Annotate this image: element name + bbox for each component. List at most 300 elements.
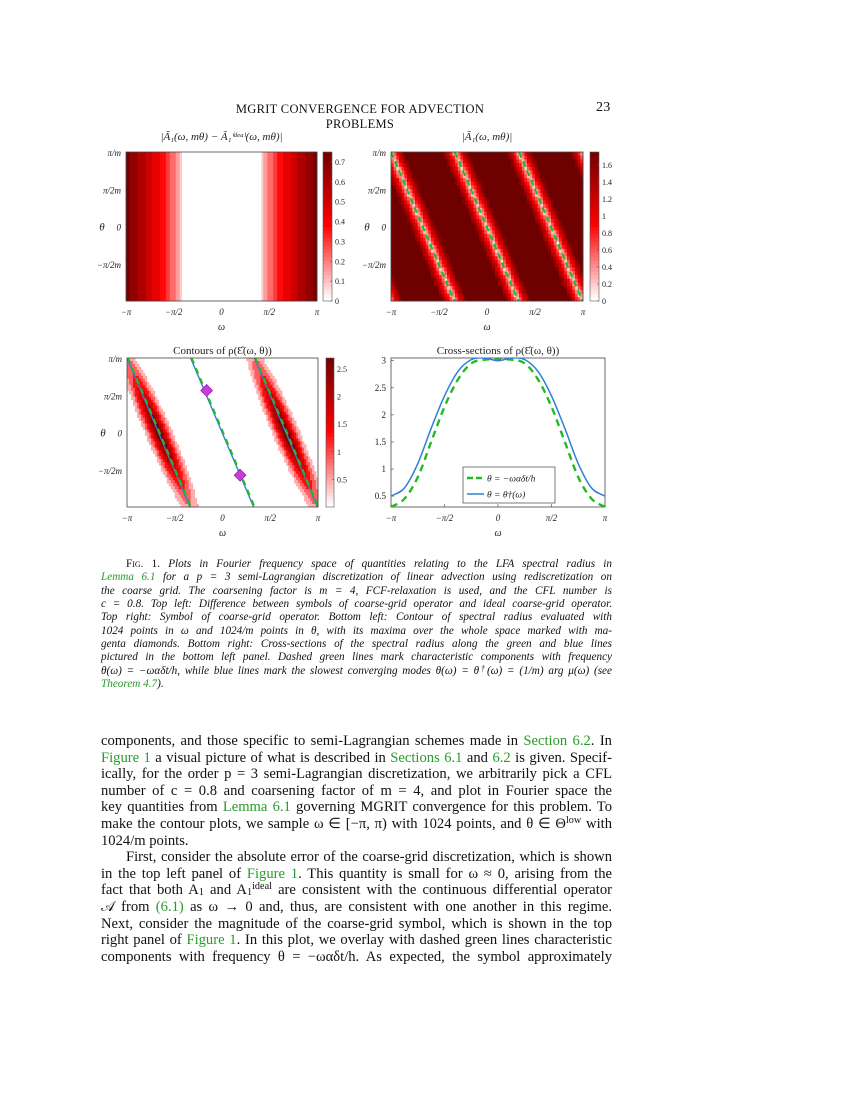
- heatmap-cell: [404, 193, 407, 197]
- heatmap-cell: [434, 234, 437, 238]
- heatmap-cell: [463, 238, 466, 242]
- colorbar-segment: [323, 200, 332, 204]
- heatmap-cell: [540, 163, 543, 167]
- heatmap-cell: [426, 171, 429, 175]
- heatmap-cell: [543, 230, 546, 234]
- cross-reference-link[interactable]: Section 6.2: [523, 733, 591, 749]
- heatmap-cell: [463, 245, 466, 249]
- heatmap-cell: [412, 294, 415, 298]
- heatmap-cell: [559, 290, 562, 294]
- heatmap-cell: [415, 294, 418, 298]
- heatmap-cell: [498, 267, 501, 271]
- heatmap-cell: [420, 156, 423, 160]
- heatmap-cell: [396, 245, 399, 249]
- contour-cell: [169, 427, 171, 430]
- heatmap-cell: [426, 267, 429, 271]
- heatmap-cell: [532, 156, 535, 160]
- heatmap-cell: [484, 200, 487, 204]
- heatmap-cell: [575, 264, 578, 268]
- heatmap-cell: [442, 241, 445, 245]
- x-tick-label: 0: [219, 307, 224, 317]
- heatmap-cell: [570, 189, 573, 193]
- heatmap-cell: [490, 159, 493, 163]
- heatmap-cell: [410, 271, 413, 275]
- heatmap-cell: [466, 212, 469, 216]
- heatmap-cell: [554, 186, 557, 190]
- heatmap-cell: [554, 159, 557, 163]
- heatmap-cell: [402, 193, 405, 197]
- colorbar-segment: [590, 282, 599, 286]
- heatmap-cell: [492, 249, 495, 253]
- contour-cell: [149, 385, 151, 388]
- heatmap-cell: [450, 279, 453, 283]
- contour-cell: [296, 427, 298, 430]
- heatmap-cell: [535, 163, 538, 167]
- text-line: [101, 783, 612, 800]
- heatmap-cell: [498, 219, 501, 223]
- heatmap-cell: [468, 171, 471, 175]
- heatmap-cell: [484, 204, 487, 208]
- heatmap-cell: [514, 197, 517, 201]
- heatmap-cell: [498, 163, 501, 167]
- heatmap-cell: [500, 204, 503, 208]
- heatmap-cell: [492, 186, 495, 190]
- heatmap-cell: [575, 167, 578, 171]
- heatmap-cell: [436, 174, 439, 178]
- heatmap-cell: [498, 245, 501, 249]
- heatmap-cell: [567, 193, 570, 197]
- heatmap-cell: [410, 182, 413, 186]
- heatmap-cell: [394, 208, 397, 212]
- text-segment: for a p = 3 semi-Lagrangian discretization of linear advection using rediscretization on: [155, 571, 612, 584]
- colorbar-segment: [323, 282, 332, 286]
- heatmap-cell: [511, 208, 514, 212]
- y-tick-label: 2: [381, 409, 386, 420]
- cross-reference-link[interactable]: 6.2: [492, 749, 511, 766]
- heatmap-cell: [530, 238, 533, 242]
- heatmap-cell: [439, 279, 442, 283]
- heatmap-cell: [508, 230, 511, 234]
- heatmap-cell: [399, 245, 402, 249]
- colorbar-tick-label: 2: [337, 392, 341, 402]
- heatmap-cell: [503, 282, 506, 286]
- heatmap-cell: [556, 212, 559, 216]
- text-segment: ).: [157, 678, 164, 691]
- heatmap-cell: [546, 193, 549, 197]
- heatmap-cell: [410, 279, 413, 283]
- cross-reference-link[interactable]: Figure 1: [101, 749, 151, 766]
- heatmap-cell: [530, 294, 533, 298]
- heatmap-cell: [444, 197, 447, 201]
- cross-reference-link[interactable]: Theorem 4.7: [101, 678, 158, 691]
- heatmap-cell: [522, 264, 525, 268]
- heatmap-cell: [404, 275, 407, 279]
- heatmap-cell: [391, 223, 394, 227]
- heatmap-cell: [564, 163, 567, 167]
- heatmap-cell: [575, 208, 578, 212]
- heatmap-cell: [458, 256, 461, 260]
- heatmap-cell: [570, 241, 573, 245]
- heatmap-cell: [530, 279, 533, 283]
- heatmap-cell: [570, 234, 573, 238]
- heatmap-cell: [474, 256, 477, 260]
- text-line: [101, 678, 612, 691]
- heatmap-cell: [524, 178, 527, 182]
- heatmap-cell: [519, 290, 522, 294]
- heatmap-cell: [420, 167, 423, 171]
- heatmap-cell: [391, 204, 394, 208]
- heatmap-cell: [404, 267, 407, 271]
- cross-reference-link[interactable]: Lemma 6.1: [101, 571, 156, 584]
- heatmap-cell: [540, 193, 543, 197]
- heatmap-cell: [567, 212, 570, 216]
- x-tick-label: π/2: [545, 513, 558, 523]
- heatmap-cell: [506, 152, 509, 156]
- heatmap-cell: [428, 290, 431, 294]
- heatmap-cell: [556, 189, 559, 193]
- colorbar-segment: [326, 481, 334, 485]
- heatmap-cell: [415, 223, 418, 227]
- heatmap-cell: [503, 294, 506, 298]
- heatmap-cell: [519, 282, 522, 286]
- contour-cell: [278, 388, 280, 391]
- heatmap-cell: [452, 238, 455, 242]
- heatmap-cell: [404, 197, 407, 201]
- heatmap-cell: [548, 234, 551, 238]
- heatmap-cell: [506, 256, 509, 260]
- heatmap-cell: [508, 197, 511, 201]
- heatmap-cell: [471, 267, 474, 271]
- heatmap-cell: [458, 215, 461, 219]
- contour-cell: [290, 412, 292, 415]
- heatmap-cell: [394, 227, 397, 231]
- heatmap-cell: [402, 171, 405, 175]
- heatmap-cell: [436, 253, 439, 257]
- heatmap-cell: [511, 159, 514, 163]
- heatmap-cell: [503, 163, 506, 167]
- heatmap-cell: [530, 234, 533, 238]
- heatmap-cell: [436, 189, 439, 193]
- heatmap-cell: [570, 200, 573, 204]
- heatmap-cell: [402, 241, 405, 245]
- heatmap-cell: [490, 193, 493, 197]
- heatmap-cell: [434, 282, 437, 286]
- heatmap-cell: [460, 290, 463, 294]
- heatmap-cell: [498, 249, 501, 253]
- cross-reference-link[interactable]: (6.1): [155, 898, 184, 915]
- heatmap-cell: [452, 189, 455, 193]
- heatmap-cell: [471, 294, 474, 298]
- heatmap-cell: [474, 294, 477, 298]
- cross-reference-link[interactable]: Figure 1: [246, 865, 299, 882]
- colorbar-segment: [326, 433, 334, 437]
- heatmap-cell: [447, 186, 450, 190]
- x-tick-label: −π/2: [164, 307, 183, 317]
- heatmap-cell: [567, 241, 570, 245]
- heatmap-cell: [524, 286, 527, 290]
- heatmap-cell: [412, 152, 415, 156]
- heatmap-cell: [522, 219, 525, 223]
- heatmap-cell: [524, 241, 527, 245]
- heatmap-cell: [559, 282, 562, 286]
- heatmap-cell: [426, 197, 429, 201]
- heatmap-cell: [482, 286, 485, 290]
- heatmap-cell: [407, 286, 410, 290]
- contour-cell: [167, 424, 169, 427]
- heatmap-cell: [482, 159, 485, 163]
- heatmap-cell: [407, 264, 410, 268]
- heatmap-cell: [447, 219, 450, 223]
- colorbar-segment: [323, 271, 332, 275]
- heatmap-cell: [431, 267, 434, 271]
- heatmap-cell: [476, 215, 479, 219]
- heatmap-cell: [530, 200, 533, 204]
- heatmap-cell: [474, 189, 477, 193]
- heatmap-cell: [543, 286, 546, 290]
- heatmap-cell: [570, 260, 573, 264]
- heatmap-cell: [468, 174, 471, 178]
- heatmap-cell: [479, 245, 482, 249]
- heatmap-cell: [439, 215, 442, 219]
- heatmap-cell: [578, 178, 581, 182]
- heatmap-cell: [463, 189, 466, 193]
- heatmap-cell: [548, 208, 551, 212]
- heatmap-cell: [500, 174, 503, 178]
- heatmap-cell: [535, 223, 538, 227]
- text-line: [101, 651, 612, 664]
- heatmap-cell: [450, 223, 453, 227]
- heatmap-cell: [548, 282, 551, 286]
- heatmap-cell: [567, 253, 570, 257]
- heatmap-cell: [570, 174, 573, 178]
- contour-cell: [304, 447, 306, 450]
- heatmap-cell: [482, 163, 485, 167]
- y-tick-label: −π/2m: [361, 259, 386, 270]
- heatmap-cell: [500, 230, 503, 234]
- heatmap-cell: [500, 163, 503, 167]
- heatmap-cell: [452, 227, 455, 231]
- heatmap-cell: [431, 230, 434, 234]
- heatmap-cell: [455, 294, 458, 298]
- heatmap-cell: [444, 253, 447, 257]
- heatmap-cell: [567, 279, 570, 283]
- heatmap-cell: [460, 238, 463, 242]
- heatmap-cell: [468, 275, 471, 279]
- heatmap-cell: [543, 152, 546, 156]
- heatmap-cell: [572, 204, 575, 208]
- heatmap-cell: [570, 197, 573, 201]
- heatmap-cell: [455, 227, 458, 231]
- heatmap-cell: [394, 189, 397, 193]
- heatmap-cell: [444, 204, 447, 208]
- heatmap-cell: [490, 294, 493, 298]
- heatmap-cell: [572, 238, 575, 242]
- heatmap-cell: [468, 279, 471, 283]
- heatmap-cell: [572, 227, 575, 231]
- heatmap-cell: [535, 230, 538, 234]
- heatmap-cell: [506, 208, 509, 212]
- heatmap-cell: [567, 227, 570, 231]
- heatmap-cell: [538, 156, 541, 160]
- heatmap-cell: [391, 234, 394, 238]
- heatmap-cell: [391, 286, 394, 290]
- heatmap-cell: [530, 271, 533, 275]
- heatmap-cell: [538, 215, 541, 219]
- heatmap-cell: [514, 286, 517, 290]
- heatmap-cell: [426, 256, 429, 260]
- heatmap-cell: [511, 256, 514, 260]
- heatmap-cell: [439, 294, 442, 298]
- heatmap-cell: [468, 294, 471, 298]
- heatmap-cell: [490, 223, 493, 227]
- x-tick-label: π/2: [263, 307, 276, 317]
- heatmap-cell: [447, 215, 450, 219]
- heatmap-cell: [410, 260, 413, 264]
- heatmap-cell: [396, 286, 399, 290]
- heatmap-cell: [572, 234, 575, 238]
- heatmap-cell: [407, 275, 410, 279]
- heatmap-cell: [474, 230, 477, 234]
- heatmap-cell: [476, 260, 479, 264]
- heatmap-cell: [564, 227, 567, 231]
- heatmap-cell: [554, 182, 557, 186]
- heatmap-cell: [527, 256, 530, 260]
- heatmap-cell: [468, 215, 471, 219]
- heatmap-cell: [463, 234, 466, 238]
- heatmap-cell: [562, 282, 565, 286]
- cross-reference-link[interactable]: Lemma 6.1: [222, 799, 291, 816]
- colorbar-tick-label: 0.2: [602, 279, 612, 289]
- text-line: [101, 750, 612, 767]
- heatmap-cell: [412, 249, 415, 253]
- heatmap-cell: [564, 171, 567, 175]
- heatmap-cell: [404, 208, 407, 212]
- heatmap-cell: [551, 286, 554, 290]
- heatmap-cell: [404, 241, 407, 245]
- heatmap-cell: [546, 294, 549, 298]
- cross-reference-link[interactable]: Figure 1: [186, 932, 237, 949]
- heatmap-cell: [418, 167, 421, 171]
- heatmap-cell: [484, 197, 487, 201]
- heatmap-cell: [396, 249, 399, 253]
- heatmap-cell: [524, 282, 527, 286]
- heatmap-cell: [402, 227, 405, 231]
- heatmap-cell: [474, 219, 477, 223]
- heatmap-cell: [548, 294, 551, 298]
- heatmap-cell: [559, 159, 562, 163]
- heatmap-cell: [570, 186, 573, 190]
- heatmap-cell: [484, 167, 487, 171]
- heatmap-cell: [572, 256, 575, 260]
- heatmap-cell: [460, 264, 463, 268]
- heatmap-cell: [570, 290, 573, 294]
- heatmap-cell: [418, 204, 421, 208]
- heatmap-cell: [570, 182, 573, 186]
- heatmap-cell: [535, 275, 538, 279]
- heatmap-cell: [423, 264, 426, 268]
- heatmap-cell: [551, 249, 554, 253]
- contour-cell: [193, 492, 195, 495]
- heatmap-cell: [540, 245, 543, 249]
- heatmap-cell: [463, 223, 466, 227]
- heatmap-cell: [468, 159, 471, 163]
- heatmap-cell: [476, 264, 479, 268]
- heatmap-cell: [396, 186, 399, 190]
- heatmap-cell: [546, 253, 549, 257]
- heatmap-cell: [466, 204, 469, 208]
- heatmap-cell: [428, 271, 431, 275]
- heatmap-cell: [460, 186, 463, 190]
- heatmap-cell: [492, 159, 495, 163]
- heatmap-cell: [450, 167, 453, 171]
- heatmap-cell: [535, 227, 538, 231]
- heatmap-cell: [402, 267, 405, 271]
- heatmap-cell: [407, 279, 410, 283]
- heatmap-cell: [551, 264, 554, 268]
- heatmap-cell: [498, 171, 501, 175]
- heatmap-cell: [538, 204, 541, 208]
- heatmap-cell: [511, 245, 514, 249]
- heatmap-cell: [500, 200, 503, 204]
- heatmap-cell: [524, 253, 527, 257]
- cross-reference-link[interactable]: Sections 6.1: [390, 749, 463, 766]
- contour-cell: [290, 415, 292, 418]
- heatmap-cell: [527, 219, 530, 223]
- heatmap-cell: [567, 219, 570, 223]
- heatmap-cell: [508, 182, 511, 186]
- heatmap-cell: [524, 279, 527, 283]
- heatmap-cell: [559, 294, 562, 298]
- heatmap-cell: [519, 215, 522, 219]
- heatmap-cell: [471, 234, 474, 238]
- text-segment: the coarse grid. The coarsening factor is m = 4, FCF-relaxation is used, and the CFL number is: [101, 584, 612, 597]
- contour-cell: [314, 471, 316, 474]
- heatmap-cell: [490, 156, 493, 160]
- heatmap-cell: [476, 253, 479, 257]
- heatmap-cell: [404, 286, 407, 290]
- heatmap-cell: [535, 197, 538, 201]
- heatmap-cell: [567, 197, 570, 201]
- heatmap-cell: [562, 219, 565, 223]
- heatmap-cell: [423, 260, 426, 264]
- heatmap-cell: [428, 264, 431, 268]
- heatmap-cell: [554, 204, 557, 208]
- heatmap-cell: [556, 267, 559, 271]
- heatmap-cell: [442, 204, 445, 208]
- heatmap-cell: [455, 212, 458, 216]
- heatmap-cell: [450, 249, 453, 253]
- colorbar-tick-label: 2.5: [337, 365, 347, 375]
- heatmap-cell: [487, 189, 490, 193]
- heatmap-cell: [522, 260, 525, 264]
- heatmap-cell: [471, 200, 474, 204]
- heatmap-cell: [530, 167, 533, 171]
- heatmap-cell: [492, 163, 495, 167]
- contour-cell: [312, 465, 314, 468]
- heatmap-cell: [431, 275, 434, 279]
- contour-cell: [141, 370, 143, 373]
- heatmap-cell: [578, 159, 581, 163]
- heatmap-cell: [410, 241, 413, 245]
- heatmap-cell: [476, 234, 479, 238]
- heatmap-cell: [434, 163, 437, 167]
- heatmap-cell: [532, 234, 535, 238]
- heatmap-cell: [402, 245, 405, 249]
- heatmap-cell: [532, 193, 535, 197]
- heatmap-cell: [484, 264, 487, 268]
- heatmap-cell: [484, 163, 487, 167]
- heatmap-cell: [436, 208, 439, 212]
